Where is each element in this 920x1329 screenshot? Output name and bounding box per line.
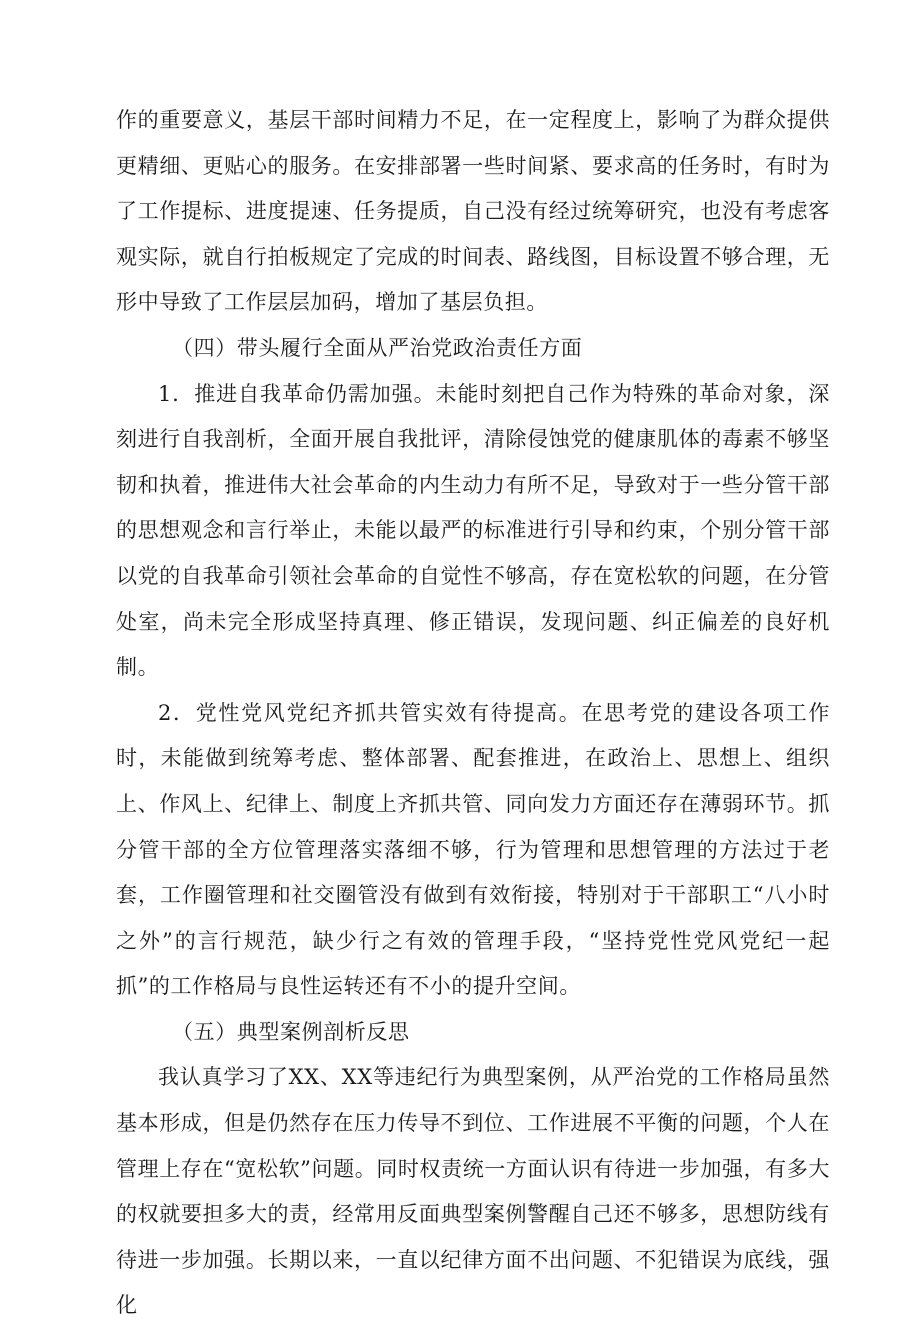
- paragraph-continued: 作的重要意义，基层干部时间精力不足，在一定程度上，影响了为群众提供更精细、更贴心的服务。在安排部署一些时间紧、要求高的任务时，有时为了工作提标、进度提速、任务提质，自己没有经过统筹研究，也没有考虑客观实际，就自行拍板规定了完成的时间表、路线图，目标设置不够合理，无形中导致了工作层层加码，增加了基层负担。: [116, 108, 830, 315]
- document-body: [116, 98, 830, 1329]
- section-heading-4: （四）带头履行全面从严治党政治责任方面: [172, 335, 583, 360]
- paragraph-4-2: 2．党性党风党纪齐抓共管实效有待提高。在思考党的建设各项工作时，未能做到统筹考虑、整体部署、配套推进，在政治上、思想上、组织上、作风上、纪律上、制度上齐抓共管、同向发力方面还存在薄弱环节。抓分管干部的全方位管理落实落细不够，行为管理和思想管理的方法过于老套，工作圈管理和社交圈管没有做到有效衔接，特别对于干部职工“八小时之外”的言行规范，缺少行之有效的管理手段，“坚持党性党风党纪一起抓”的工作格局与良性运转还有不小的提升空间。: [116, 700, 830, 999]
- section-heading-5: （五）典型案例剖析反思: [172, 1019, 410, 1044]
- paragraph-4-1: 1．推进自我革命仍需加强。未能时刻把自己作为特殊的革命对象，深刻进行自我剖析，全面开展自我批评，清除侵蚀党的健康肌体的毒素不够坚韧和执着，推进伟大社会革命的内生动力有所不足，导致对于一些分管干部的思想观念和言行举止，未能以最严的标准进行引导和约束，个别分管干部以党的自我革命引领社会革命的自觉性不够高，存在宽松软的问题，在分管处室，尚未完全形成坚持真理、修正错误，发现问题、纠正偏差的良好机制。: [116, 381, 830, 680]
- paragraph-5: 我认真学习了XX、XX等违纪行为典型案例，从严治党的工作格局虽然基本形成，但是仍然存在压力传导不到位、工作进展不平衡的问题，个人在管理上存在“宽松软”问题。同时权责统一方面认识有待进一步加强，有多大的权就要担多大的责，经常用反面典型案例警醒自己还不够多，思想防线有待进一步加强。长期以来，一直以纪律方面不出问题、不犯错误为底线，强化: [116, 1065, 830, 1318]
